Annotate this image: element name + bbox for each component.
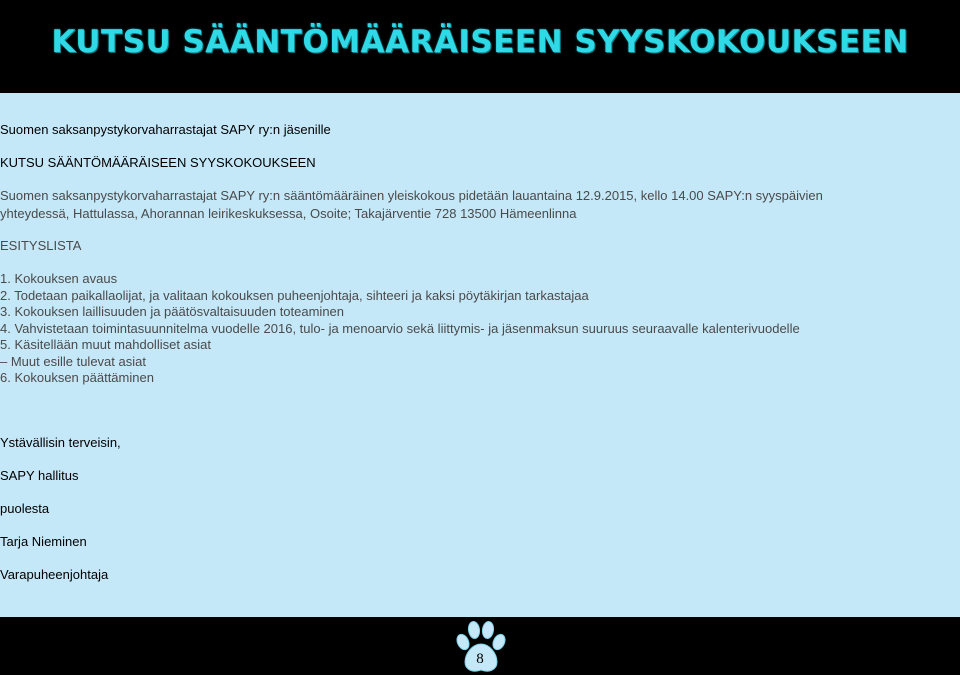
agenda-item: 2. Todetaan paikallaolijat, ja valitaan kokouksen puheenjohtaja, sihteeri ja kaksi pöytäkirjan tarkastajaa xyxy=(0,288,589,303)
paw-toe-1 xyxy=(455,632,472,651)
agenda-item: 5. Käsitellään muut mahdolliset asiat xyxy=(0,337,212,352)
paw-toe-2 xyxy=(467,621,480,639)
invitation-heading: KUTSU SÄÄNTÖMÄÄRÄISEEN SYYSKOKOUKSEEN xyxy=(0,155,316,170)
paw-toe-3 xyxy=(481,621,494,639)
recipient-line: Suomen saksanpystykorvaharrastajat SAPY ry:n jäsenille xyxy=(0,122,331,137)
signer-role: Varapuheenjohtaja xyxy=(0,567,109,582)
agenda-item: 6. Kokouksen päättäminen xyxy=(0,370,154,385)
document-body xyxy=(0,93,960,617)
intro-line-2: yhteydessä, Hattulassa, Ahorannan leirikeskuksessa, Osoite; Takajärventie 728 13500 Hämeenlinna xyxy=(0,206,577,221)
agenda-item: 3. Kokouksen laillisuuden ja päätösvaltaisuuden toteaminen xyxy=(0,304,345,319)
intro-line-1: Suomen saksanpystykorvaharrastajat SAPY ry:n sääntömääräinen yleiskokous pidetään lauantaina 12.9.2015, kello 14.00 SAPY:n syyspäivien xyxy=(0,188,823,203)
on-behalf-text: puolesta xyxy=(0,501,50,516)
signer-organization: SAPY hallitus xyxy=(0,468,79,483)
agenda-item: 4. Vahvistetaan toimintasuunnitelma vuodelle 2016, tulo- ja menoarvio sekä liittymis- ja jäsenmaksun suuruus seuraavalle kalenterivuodelle xyxy=(0,321,800,336)
page-header xyxy=(0,0,960,93)
agenda-title: ESITYSLISTA xyxy=(0,238,82,253)
paw-toe-4 xyxy=(491,632,508,651)
page-number: 8 xyxy=(476,651,484,667)
greeting: Ystävällisin terveisin, xyxy=(0,435,121,450)
agenda-item: – Muut esille tulevat asiat xyxy=(0,354,146,369)
signer-name: Tarja Nieminen xyxy=(0,534,87,549)
page-title: KUTSU SÄÄNTÖMÄÄRÄISEEN SYYSKOKOUKSEEN xyxy=(51,24,909,60)
agenda-item: 1. Kokouksen avaus xyxy=(0,271,118,286)
